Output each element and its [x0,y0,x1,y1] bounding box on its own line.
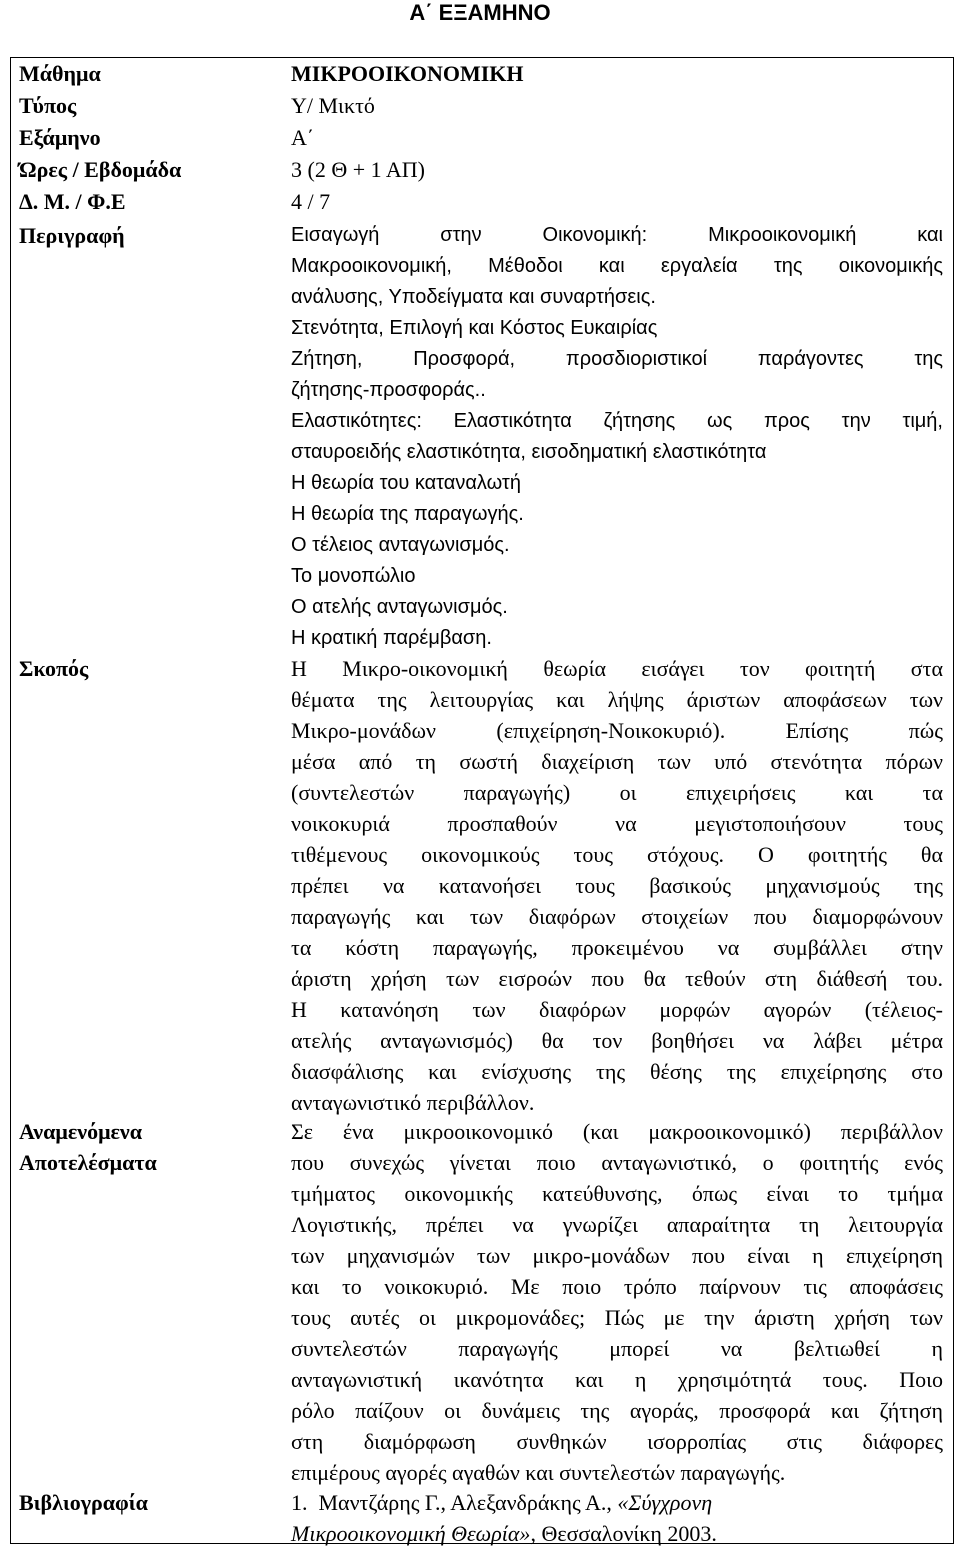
semester-value: Α΄ [291,125,315,150]
page-title: Α΄ ΕΞΑΜΗΝΟ [409,0,551,25]
type-value: Υ/ Μικτό [291,93,375,118]
outcomes-line: τους αυτές οι μικρομονάδες; Πώς με την άριστη χρήση των [291,1305,943,1330]
outcomes-line: που συνεχώς γίνεται ποιο ανταγωνιστικό, ο φοιτητής ενός [291,1150,943,1175]
outcomes-label-line-2: Αποτελέσματα [19,1150,157,1175]
bibliography-title-part1: «Σύγχρονη [617,1490,713,1515]
purpose-line: μέσα από τη σωστή διαχείριση των υπό στενότητα πόρων [291,749,943,774]
description-line: Εισαγωγή στην Οικονομική: Μικροοικονομική και [291,224,943,246]
outcomes-line: επιμέρους αγορές αγαθών και συντελεστών παραγωγής. [291,1460,786,1485]
bibliography-label: Βιβλιογραφία [19,1490,148,1515]
credits-label: Δ. Μ. / Φ.Ε [19,189,126,214]
description-line: Μακροοικονομική, Μέθοδοι και εργαλεία της οικονομικής [291,255,943,277]
outcomes-line: τμήματος οικονομικής κατεύθυνσης, όπως είναι το τμήμα [291,1181,943,1206]
description-line: Ελαστικότητες: Ελαστικότητα ζήτησης ως προς την τιμή, [291,410,943,432]
subject-value: ΜΙΚΡΟΟΙΚΟΝΟΜΙΚΗ [291,61,524,86]
purpose-line: νοικοκυριά προσπαθούν να μεγιστοποιήσουν τους [291,811,943,836]
description-line: Ο τέλειος ανταγωνισμός. [291,534,510,556]
bibliography-number: 1. [291,1490,308,1515]
outcomes-text [291,1116,943,1488]
description-line: Η θεωρία της παραγωγής. [291,503,524,525]
bibliography-publisher: , Θεσσαλονίκη 2003. [530,1521,717,1546]
outcomes-label-line-1: Αναμενόμενα [19,1119,143,1144]
purpose-line: πρέπει να κατανοήσει τους βασικούς μηχανισμούς της [291,873,943,898]
bibliography-title-part2: Μικροοικονομική Θεωρία» [291,1521,531,1546]
purpose-line: (συντελεστών παραγωγής) οι επιχειρήσεις και τα [291,780,943,805]
bibliography-authors: Μαντζάρης Γ., Αλεξανδράκης Α., [318,1490,612,1515]
description-line: ανάλυσης, Υποδείγματα και συναρτήσεις. [291,286,656,308]
outcomes-line: των μηχανισμών των μικρο-μονάδων που είναι η επιχείρηση [291,1243,943,1268]
description-line: Στενότητα, Επιλογή και Κόστος Ευκαιρίας [291,317,658,339]
purpose-line: ατελής ανταγωνισμός) θα τον βοηθήσει να λάβει μέτρα [291,1028,943,1053]
outcomes-label [19,1116,157,1178]
hours-label: Ώρες / Εβδομάδα [19,157,182,182]
subject-label: Μάθημα [19,61,101,86]
purpose-line: διασφάλισης και ενίσχυσης της θέσης της επιχείρησης στο [291,1059,943,1084]
hours-value: 3 (2 Θ + 1 ΑΠ) [291,157,426,182]
description-line: Η κρατική παρέμβαση. [291,627,492,649]
credits-value: 4 / 7 [291,189,331,214]
outcomes-line: Λογιστικής, πρέπει να γνωρίζει απαραίτητα τη λειτουργία [291,1212,943,1237]
purpose-line: Η κατανόηση των διαφόρων μορφών αγορών (τέλειος- [291,997,943,1022]
purpose-line: Η Μικρο-οικονομική θεωρία εισάγει τον φοιτητή στα [291,656,943,681]
description-label: Περιγραφή [19,223,125,248]
purpose-line: παραγωγής και των διαφόρων στοιχείων που διαμορφώνουν [291,904,943,929]
description-line: ζήτησης-προσφοράς.. [291,379,486,401]
purpose-line: άριστη χρήση των εισροών που θα τεθούν στη διάθεσή του. [291,966,943,991]
description-line: Η θεωρία του καταναλωτή [291,472,521,494]
purpose-text [291,653,943,1118]
description-line: Ο ατελής ανταγωνισμός. [291,596,508,618]
purpose-line: Μικρο-μονάδων (επιχείρηση-Νοικοκυριό). Επίσης πώς [291,718,943,743]
purpose-line: τα κόστη παραγωγής, προκειμένου να συμβάλλει στην [291,935,943,960]
purpose-line: τιθέμενους οικονομικούς τους στόχους. Ο φοιτητής θα [291,842,943,867]
outcomes-line: ανταγωνιστική ικανότητα και η χρησιμότητά τους. Ποιο [291,1367,943,1392]
outcomes-line: συντελεστών παραγωγής μπορεί να βελτιωθεί η [291,1336,943,1361]
outcomes-line: Σε ένα μικροοικονομικό (και μακροοικονομικό) περιβάλλον [291,1119,943,1144]
semester-label: Εξάμηνο [19,125,101,150]
course-table [10,57,954,1544]
purpose-line: ανταγωνιστικό περιβάλλον. [291,1090,535,1115]
bibliography-entry [291,1487,943,1549]
outcomes-line: ρόλο παίζουν οι δυνάμεις της αγοράς, προσφορά και ζήτηση [291,1398,943,1423]
outcomes-line: στη διαμόρφωση συνθηκών ισορροπίας στις διάφορες [291,1429,943,1454]
type-label: Τύπος [19,93,77,118]
description-line: Ζήτηση, Προσφορά, προσδιοριστικοί παράγοντες της [291,348,943,370]
outcomes-line: και το νοικοκυριό. Με ποιο τρόπο παίρνουν τις αποφάσεις [291,1274,943,1299]
purpose-line: θέματα της λειτουργίας και λήψης άριστων αποφάσεων των [291,687,943,712]
purpose-label: Σκοπός [19,656,89,681]
description-line: σταυροειδής ελαστικότητα, εισοδηματική ελαστικότητα [291,441,767,463]
description-line: Το μονοπώλιο [291,565,416,587]
description-text [291,220,943,654]
